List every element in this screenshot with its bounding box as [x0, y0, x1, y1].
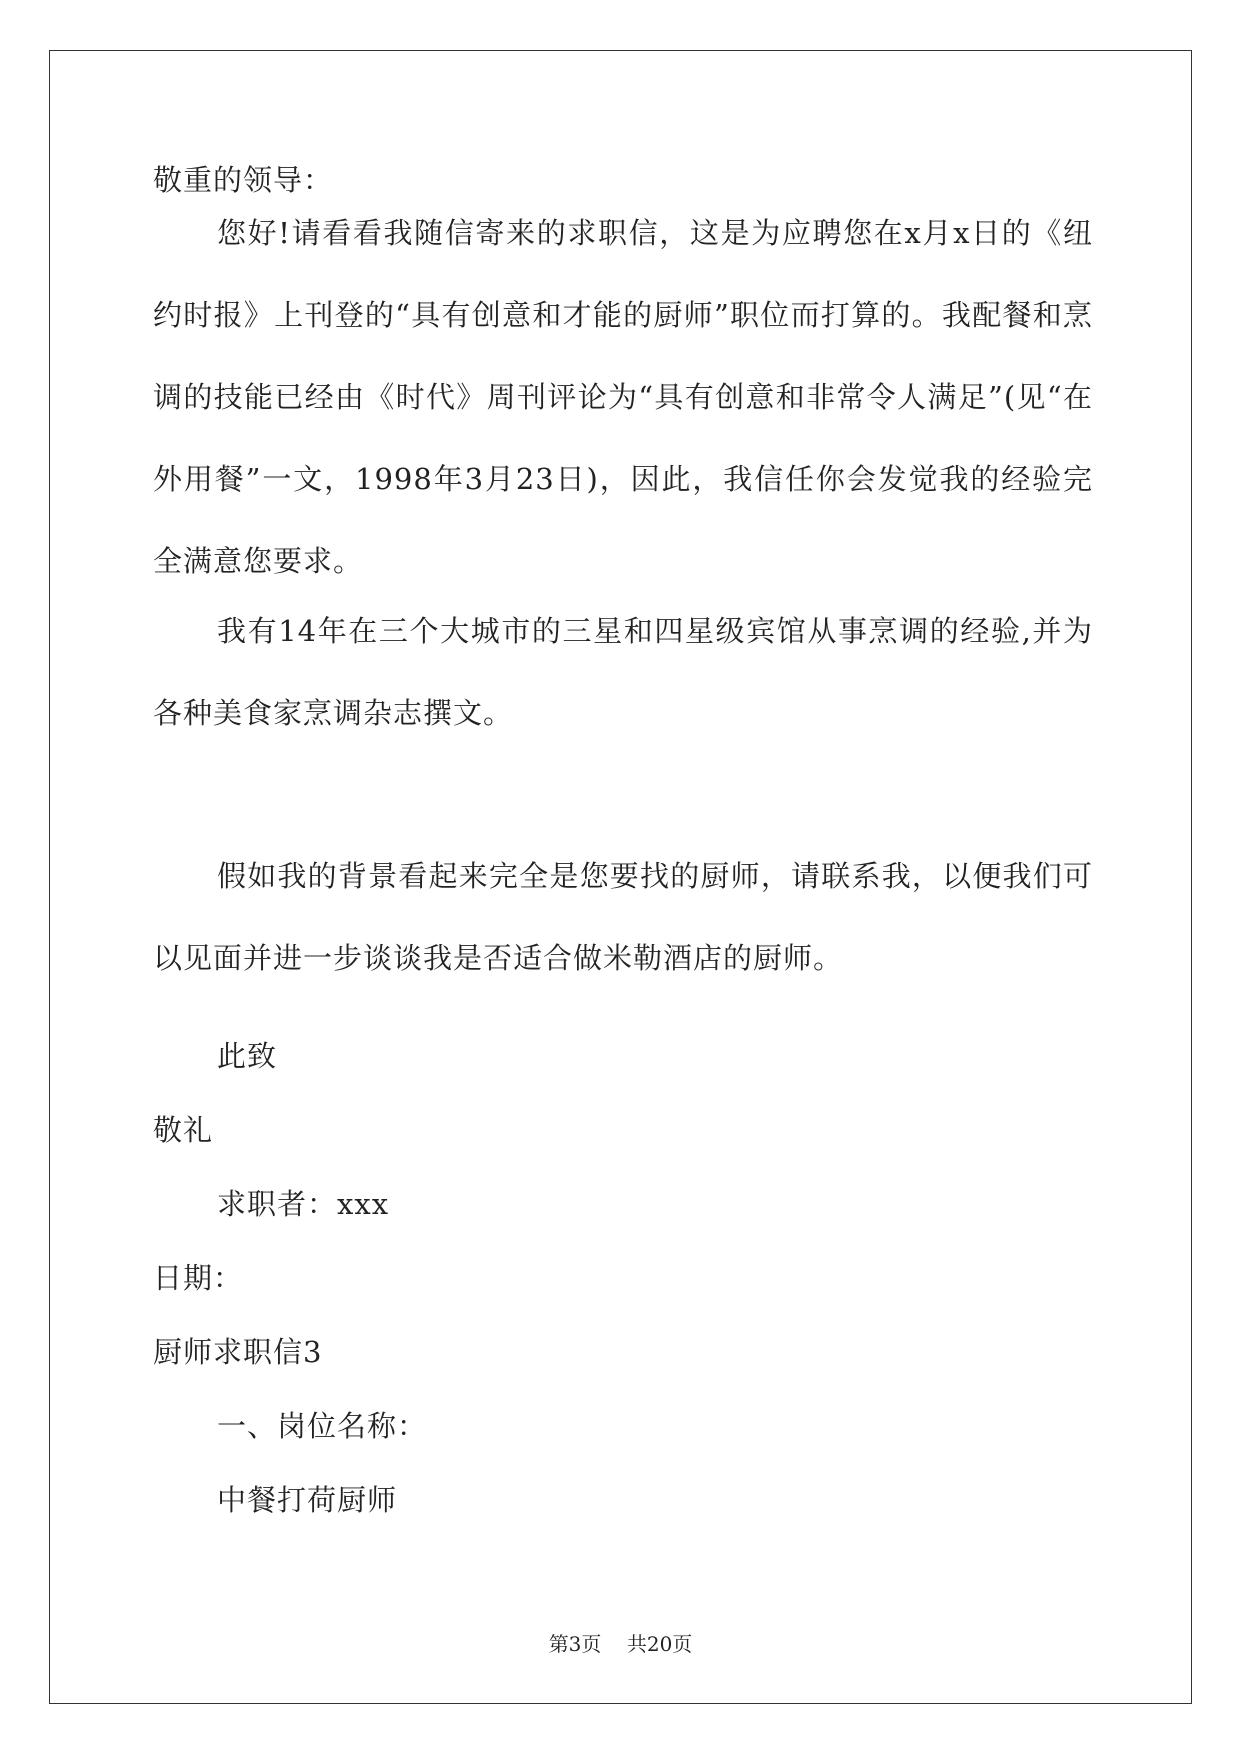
date-label: 日期：: [153, 1261, 244, 1295]
page-total: 共20页: [626, 1632, 693, 1656]
page-footer: [0, 1628, 1241, 1657]
closing: 此致: [217, 1039, 278, 1073]
salutation: 敬重的领导：: [153, 163, 334, 197]
page-number: 第3页: [548, 1632, 602, 1656]
paragraph-contact: 假如我的背景看起来完全是您要找的厨师，请联系我，以便我们可以见面并进一步谈谈我是否适合做米勒酒店的厨师。: [153, 859, 1093, 975]
paragraph-experience: 我有14年在三个大城市的三星和四星级宾馆从事烹调的经验,并为各种美食家烹调杂志撰文。: [153, 614, 1093, 730]
signature: 求职者：xxx: [217, 1187, 390, 1221]
job-title-value: 中餐打荷厨师: [217, 1483, 398, 1517]
job-title-label: 一、岗位名称：: [217, 1409, 428, 1443]
regards: 敬礼: [153, 1113, 214, 1147]
section-heading: 厨师求职信3: [153, 1335, 323, 1369]
paragraph-application: 您好!请看看我随信寄来的求职信，这是为应聘您在x月x日的《纽约时报》上刊登的“具有创意和才能的厨师”职位而打算的。我配餐和烹调的技能已经由《时代》周刊评论为“具有创意和非常令人满足”(见“在外用餐”一文，1998年3月23日)，因此，我信任你会发觉我的经验完全满意您要求。: [153, 216, 1093, 578]
